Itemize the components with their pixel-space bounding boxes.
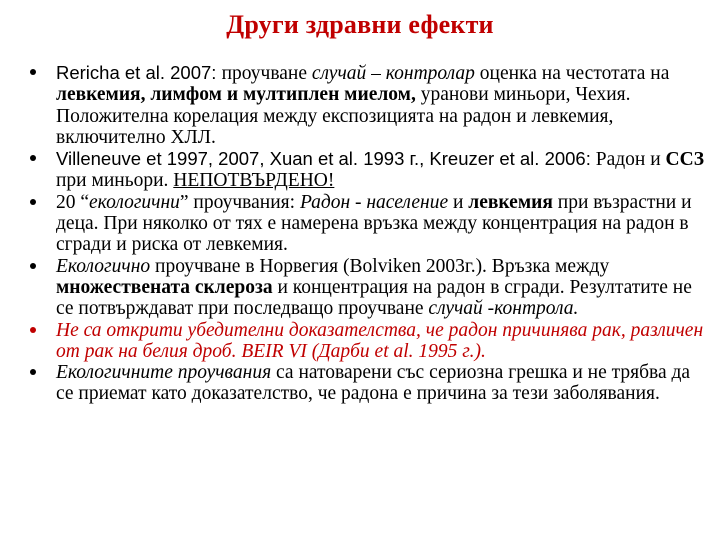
bullet-text-segment: оценка на честотата на bbox=[474, 63, 670, 84]
bullet-dot-icon bbox=[30, 327, 36, 333]
bullet-text-segment: 20 “ bbox=[56, 191, 90, 213]
bullet-text-segment: и концентрация на радон в сгради. Резултатите не се потвърждават при последващо проучване bbox=[56, 276, 692, 320]
bullet-text-segment: случай – контролар bbox=[311, 63, 475, 84]
bullet-text-segment: екологични bbox=[89, 191, 180, 213]
bullet-text-segment: ССЗ bbox=[665, 149, 705, 171]
bullet-item bbox=[30, 320, 710, 363]
bullet-text-segment: Rericha et al. 2007: bbox=[56, 62, 222, 83]
bullet-text-segment: при възрастни и деца. При няколко от тях е намерена връзка между концентрация на радон в сгради и риска от левкемия. bbox=[56, 191, 692, 256]
bullet-item bbox=[30, 148, 710, 192]
bullet-text-segment: множествената склероза bbox=[56, 276, 273, 298]
bullet-item bbox=[30, 256, 710, 320]
bullet-text-segment: проучване в Норвегия (Bolviken 2003г.). Връзка между bbox=[150, 255, 610, 277]
bullet-text-segment: са натоварени със сериозна грешка и не трябва да се приемат като доказателство, че радона е причина за тези заболявания. bbox=[56, 362, 691, 405]
bullet-list bbox=[30, 62, 710, 405]
bullet-item bbox=[30, 192, 710, 256]
bullet-text-segment: Не са открити убедителни доказателства, че радон причинява рак, различен от рак на белия дроб. BEIR VI (Дарби et al. 1995 г.). bbox=[56, 319, 704, 362]
bullet-text-segment: левкемия, лимфом и мултиплен миелом, bbox=[56, 84, 416, 106]
bullet-text-segment: Villeneuve et 1997, 2007, Xuan et al. 1993 г., Kreuzer et al. 2006: bbox=[56, 148, 591, 170]
bullet-text-segment: проучване bbox=[221, 63, 312, 84]
bullet-text-segment: НЕПОТВЪРДЕНО! bbox=[173, 170, 335, 192]
bullet-text-segment: Екологично bbox=[56, 255, 151, 277]
bullet-text-segment: случай -контрола. bbox=[428, 298, 579, 320]
bullet-item bbox=[30, 362, 710, 405]
bullet-text-segment: и bbox=[448, 191, 469, 213]
bullet-dot-icon bbox=[30, 155, 36, 161]
bullet-item bbox=[30, 62, 710, 148]
bullet-dot-icon bbox=[30, 199, 36, 205]
bullet-text-segment: уранови миньори, Чехия. Положителна корелация между експозицията на радон и левкемия, включително ХЛЛ. bbox=[56, 84, 631, 148]
bullet-dot-icon bbox=[30, 69, 36, 75]
bullet-dot-icon bbox=[30, 369, 36, 375]
bullet-dot-icon bbox=[30, 263, 36, 269]
bullet-text-segment: Екологичните проучвания bbox=[56, 362, 272, 384]
bullet-text-segment: при миньори. bbox=[56, 170, 174, 192]
bullet-text-segment: левкемия bbox=[468, 191, 553, 213]
bullet-text-segment: Радон и bbox=[590, 149, 666, 171]
bullet-text-segment: ” проучвания: bbox=[179, 191, 300, 213]
bullet-text-segment: Радон - население bbox=[299, 191, 449, 213]
slide-title: Други здравни ефекти bbox=[226, 10, 494, 39]
